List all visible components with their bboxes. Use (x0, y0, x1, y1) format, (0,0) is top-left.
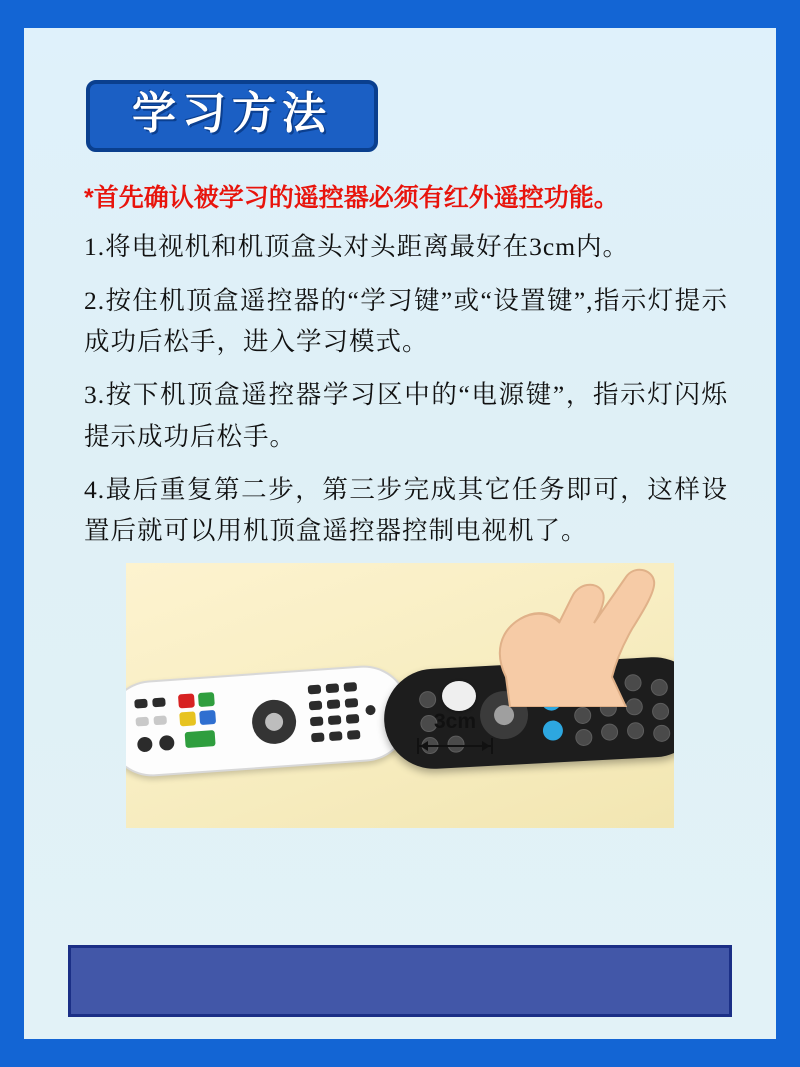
title-container (86, 80, 742, 152)
step-item: 1.将电视机和机顶盒头对头距离最好在3cm内。 (84, 232, 630, 262)
poster-card (24, 28, 776, 1039)
dpad-white (251, 699, 298, 746)
tv-remote-white (126, 663, 413, 780)
steps-list (84, 226, 728, 551)
page-title: 学习方法 (132, 89, 332, 138)
warning-note: *首先确认被学习的遥控器必须有红外遥控功能。 (84, 184, 619, 213)
remote-white-buttons (132, 681, 382, 762)
footer-bar (68, 945, 732, 1017)
illustration-photo (126, 563, 674, 828)
hand-illustration (476, 563, 666, 707)
distance-label: 3cm (433, 710, 477, 734)
distance-measure (412, 711, 498, 754)
distance-arrow-bar (412, 738, 498, 754)
title-badge (86, 80, 378, 152)
step-item: 2.按住机顶盒遥控器的“学习键”或“设置键”,指示灯提示成功后松手，进入学习模式。 (84, 285, 728, 356)
step-item: 4.最后重复第二步，第三步完成其它任务即可，这样设置后就可以用机顶盒遥控器控制电视机了。 (84, 474, 728, 546)
step-item: 3.按下机顶盒遥控器学习区中的“电源键”，指示灯闪烁提示成功后松手。 (84, 380, 728, 451)
